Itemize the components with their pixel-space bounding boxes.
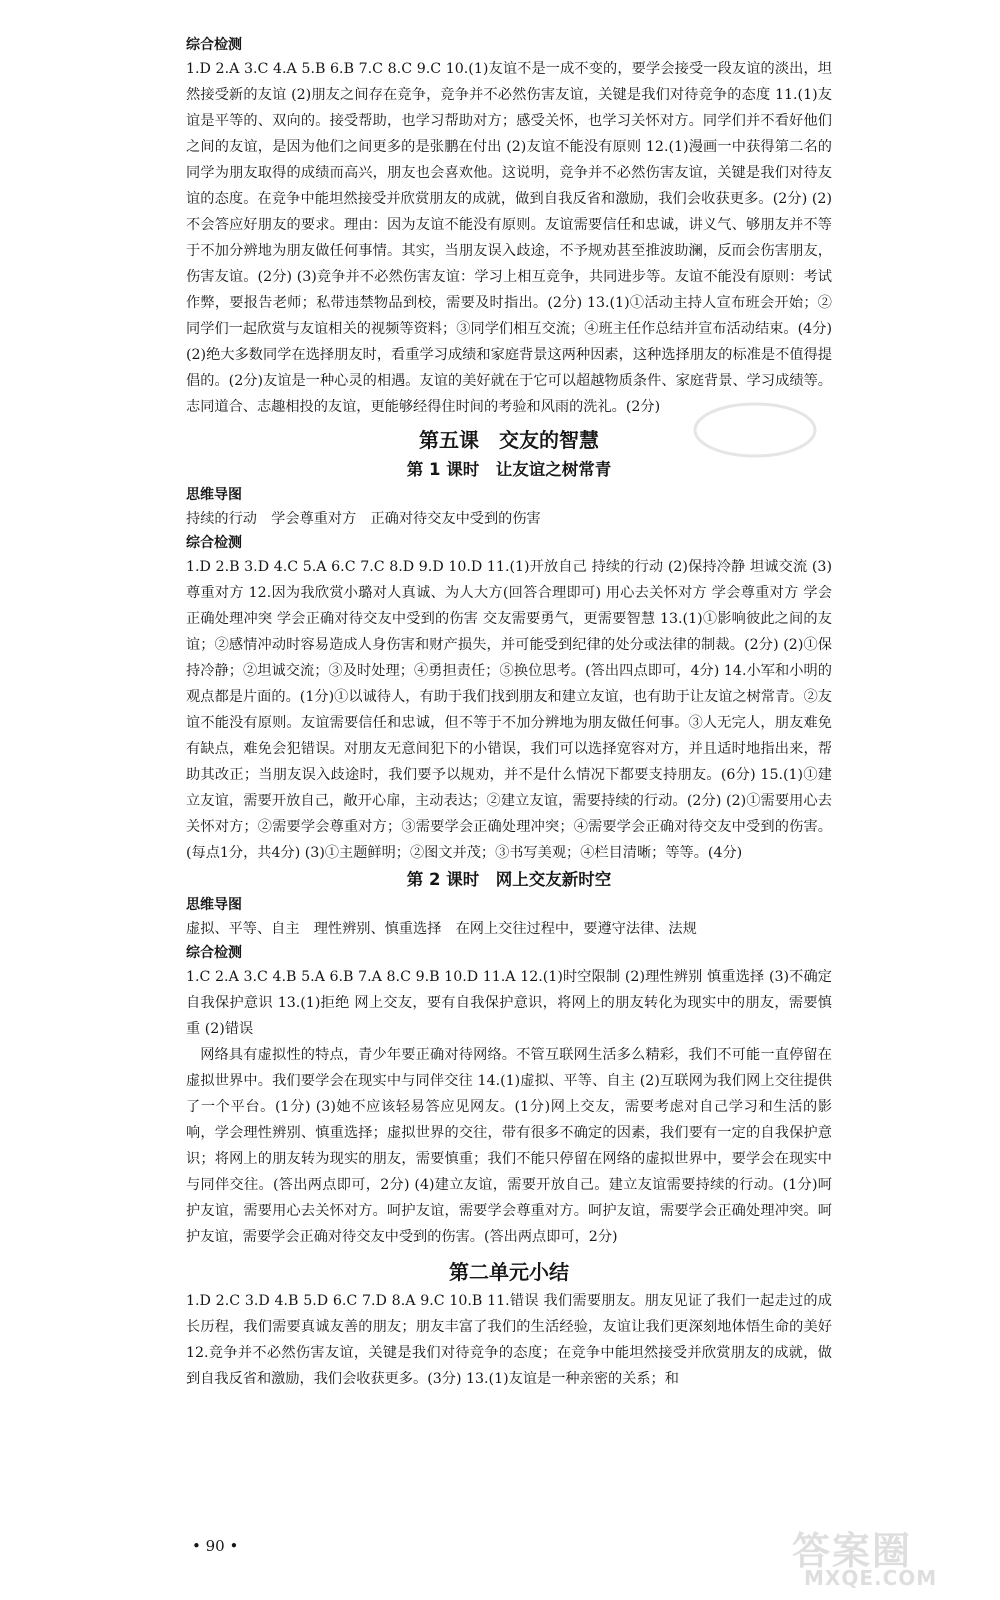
answer-page [186, 34, 832, 1392]
watermark-url: MXQE.COM [804, 1566, 938, 1590]
section-heading: 第 2 课时 网上交友新时空 [406, 870, 612, 889]
lesson-heading: 第五课 交友的智慧 [419, 428, 599, 452]
answer-paragraph: 1.C 2.A 3.C 4.B 5.A 6.B 7.A 8.C 9.B 10.D 11.A 12.(1)时空限制 (2)理性辨别 慎重选择 (3)不确定 自我保护意识 13.(1)拒绝 网上交友，要有自我保护意识，将网上的朋友转化为现实中的朋友，需要慎重 (2)错误 [186, 969, 832, 1037]
section-label-comprehensive-test: 综合检测 [186, 37, 242, 53]
unit-summary-heading: 第二单元小结 [449, 1260, 569, 1284]
site-watermark-logo [792, 1520, 992, 1594]
answer-paragraph: 网络具有虚拟性的特点，青少年要正确对待网络。不管互联网生活多么精彩，我们不可能一直停留在虚拟世界中。我们要学会在现实中与同伴交往 14.(1)虚拟、平等、自主 (2)互联网为我们网上交往提供了一个平台。(1分) (3)她不应该轻易答应见网友。(1分)网上交友，需要考虑对自己学习和生活的影响，学会理性辨别、慎重选择；虚拟世界的交往，带有很多不确定的因素，我们要有一定的自我保护意识；将网上的朋友转为现实的朋友，需要慎重；我们不能只停留在网络的虚拟世界中，要学会在现实中与同伴交往。(答出两点即可，2分) (4)建立友谊，需要开放自己。建立友谊需要持续的行动。(1分)呵护友谊，需要用心去关怀对方。呵护友谊，需要学会尊重对方。呵护友谊，需要学会正确处理冲突。呵护友谊，需要学会正确对待交友中受到的伤害。(答出两点即可，2分) [186, 1047, 832, 1245]
answer-paragraph: 1.D 2.A 3.C 4.A 5.B 6.B 7.C 8.C 9.C 10.(1)友谊不是一成不变的，要学会接受一段友谊的淡出，坦然接受新的友谊 (2)朋友之间存在竞争，竞争并不必然伤害友谊，关键是我们对待竞争的态度 11.(1)友谊是平等的、双向的。接受帮助，也学习帮助对方；感受关怀，也学习关怀对方。同学们并不看好他们之间的友谊，是因为他们之间更多的是张鹏在付出 (2)友谊不能没有原则 12.(1)漫画一中获得第二名的同学为朋友取得的成绩而高兴，朋友也会喜欢他。这说明，竞争并不必然伤害友谊，关键是我们对待友谊的态度。在竞争中能坦然接受并欣赏朋友的成就，做到自我反省和激励，我们会收获更多。(2分) (2)不会答应好朋友的要求。理由：因为友谊不能没有原则。友谊需要信任和忠诚，讲义气、够朋友并不等于不加分辨地为朋友做任何事情。其实，当朋友误入歧途，不予规劝甚至推波助澜，反而会伤害朋友，伤害友谊。(2分) (3)竞争并不必然伤害友谊：学习上相互竞争，共同进步等。友谊不能没有原则：考试作弊，要报告老师；私带违禁物品到校，需要及时指出。(2分) 13.(1)①活动主持人宣布班会开始；②同学们一起欣赏与友谊相关的视频等资料；③同学们相互交流；④班主任作总结并宣布活动结束。(4分) (2)绝大多数同学在选择朋友时，看重学习成绩和家庭背景这两种因素，这种选择朋友的标准是不值得提倡的。(2分)友谊是一种心灵的相遇。友谊的美好就在于它可以超越物质条件、家庭背景、学习成绩等。志同道合、志趣相投的友谊，更能够经得住时间的考验和风雨的洗礼。(2分) [186, 61, 832, 415]
mind-map-text: 虚拟、平等、自主 理性辨别、慎重选择 在网上交往过程中，要遵守法律、法规 [186, 921, 697, 937]
section-heading: 第 1 课时 让友谊之树常青 [406, 460, 612, 479]
section-label-mind-map: 思维导图 [186, 897, 242, 913]
watermark-chars: 答案圈 [792, 1529, 913, 1573]
answer-paragraph: 1.D 2.B 3.D 4.C 5.A 6.C 7.C 8.D 9.D 10.D 11.(1)开放自己 持续的行动 (2)保持冷静 坦诚交流 (3)尊重对方 12.因为我欣赏小璐对人真诚、为人大方(回答合理即可) 用心去关怀对方 学会尊重对方 学会正确处理冲突 学会正确对待交友中受到的伤害 交友需要勇气，更需要智慧 13.(1)①影响彼此之间的友谊；②感情冲动时容易造成人身伤害和财产损失，并可能受到纪律的处分或法律的制裁。(2分) (2)①保持冷静；②坦诚交流；③及时处理；④勇担责任；⑤换位思考。(答出四点即可，4分) 14.小军和小明的观点都是片面的。(1分)①以诚待人，有助于我们找到朋友和建立友谊，也有助于让友谊之树常青。②友谊不能没有原则。友谊需要信任和忠诚，但不等于不加分辨地为朋友做任何事。③人无完人，朋友难免有缺点，难免会犯错误。对朋友无意间犯下的小错误，我们可以选择宽容对方，并且适时地指出来，帮助其改正；当朋友误入歧途时，我们要予以规劝，并不是什么情况下都要支持朋友。(6分) 15.(1)①建立友谊，需要开放自己，敞开心扉，主动表达；②建立友谊，需要持续的行动。(2分) (2)①需要用心去关怀对方；②需要学会尊重对方；③需要学会正确处理冲突；④需要学会正确对待交友中受到的伤害。(每点1分，共4分) (3)①主题鲜明；②图文并茂；③书写美观；④栏目清晰；等等。(4分) [186, 559, 832, 861]
page-number: • 90 • [192, 1537, 239, 1555]
section-label-comprehensive-test: 综合检测 [186, 945, 242, 961]
mind-map-text: 持续的行动 学会尊重对方 正确对待交友中受到的伤害 [186, 511, 541, 527]
section-label-comprehensive-test: 综合检测 [186, 535, 242, 551]
answer-paragraph: 1.D 2.C 3.D 4.B 5.D 6.C 7.D 8.A 9.C 10.B 11.错误 我们需要朋友。朋友见证了我们一起走过的成长历程，我们需要真诚友善的朋友；朋友丰富了我们的生活经验，友谊让我们更深刻地体悟生命的美好 12.竞争并不必然伤害友谊，关键是我们对待竞争的态度；在竞争中能坦然接受并欣赏朋友的成就，做到自我反省和激励，我们会收获更多。(3分) 13.(1)友谊是一种亲密的关系；和 [186, 1293, 832, 1387]
stamp-mark-icon [690, 400, 820, 460]
section-label-mind-map: 思维导图 [186, 487, 242, 503]
